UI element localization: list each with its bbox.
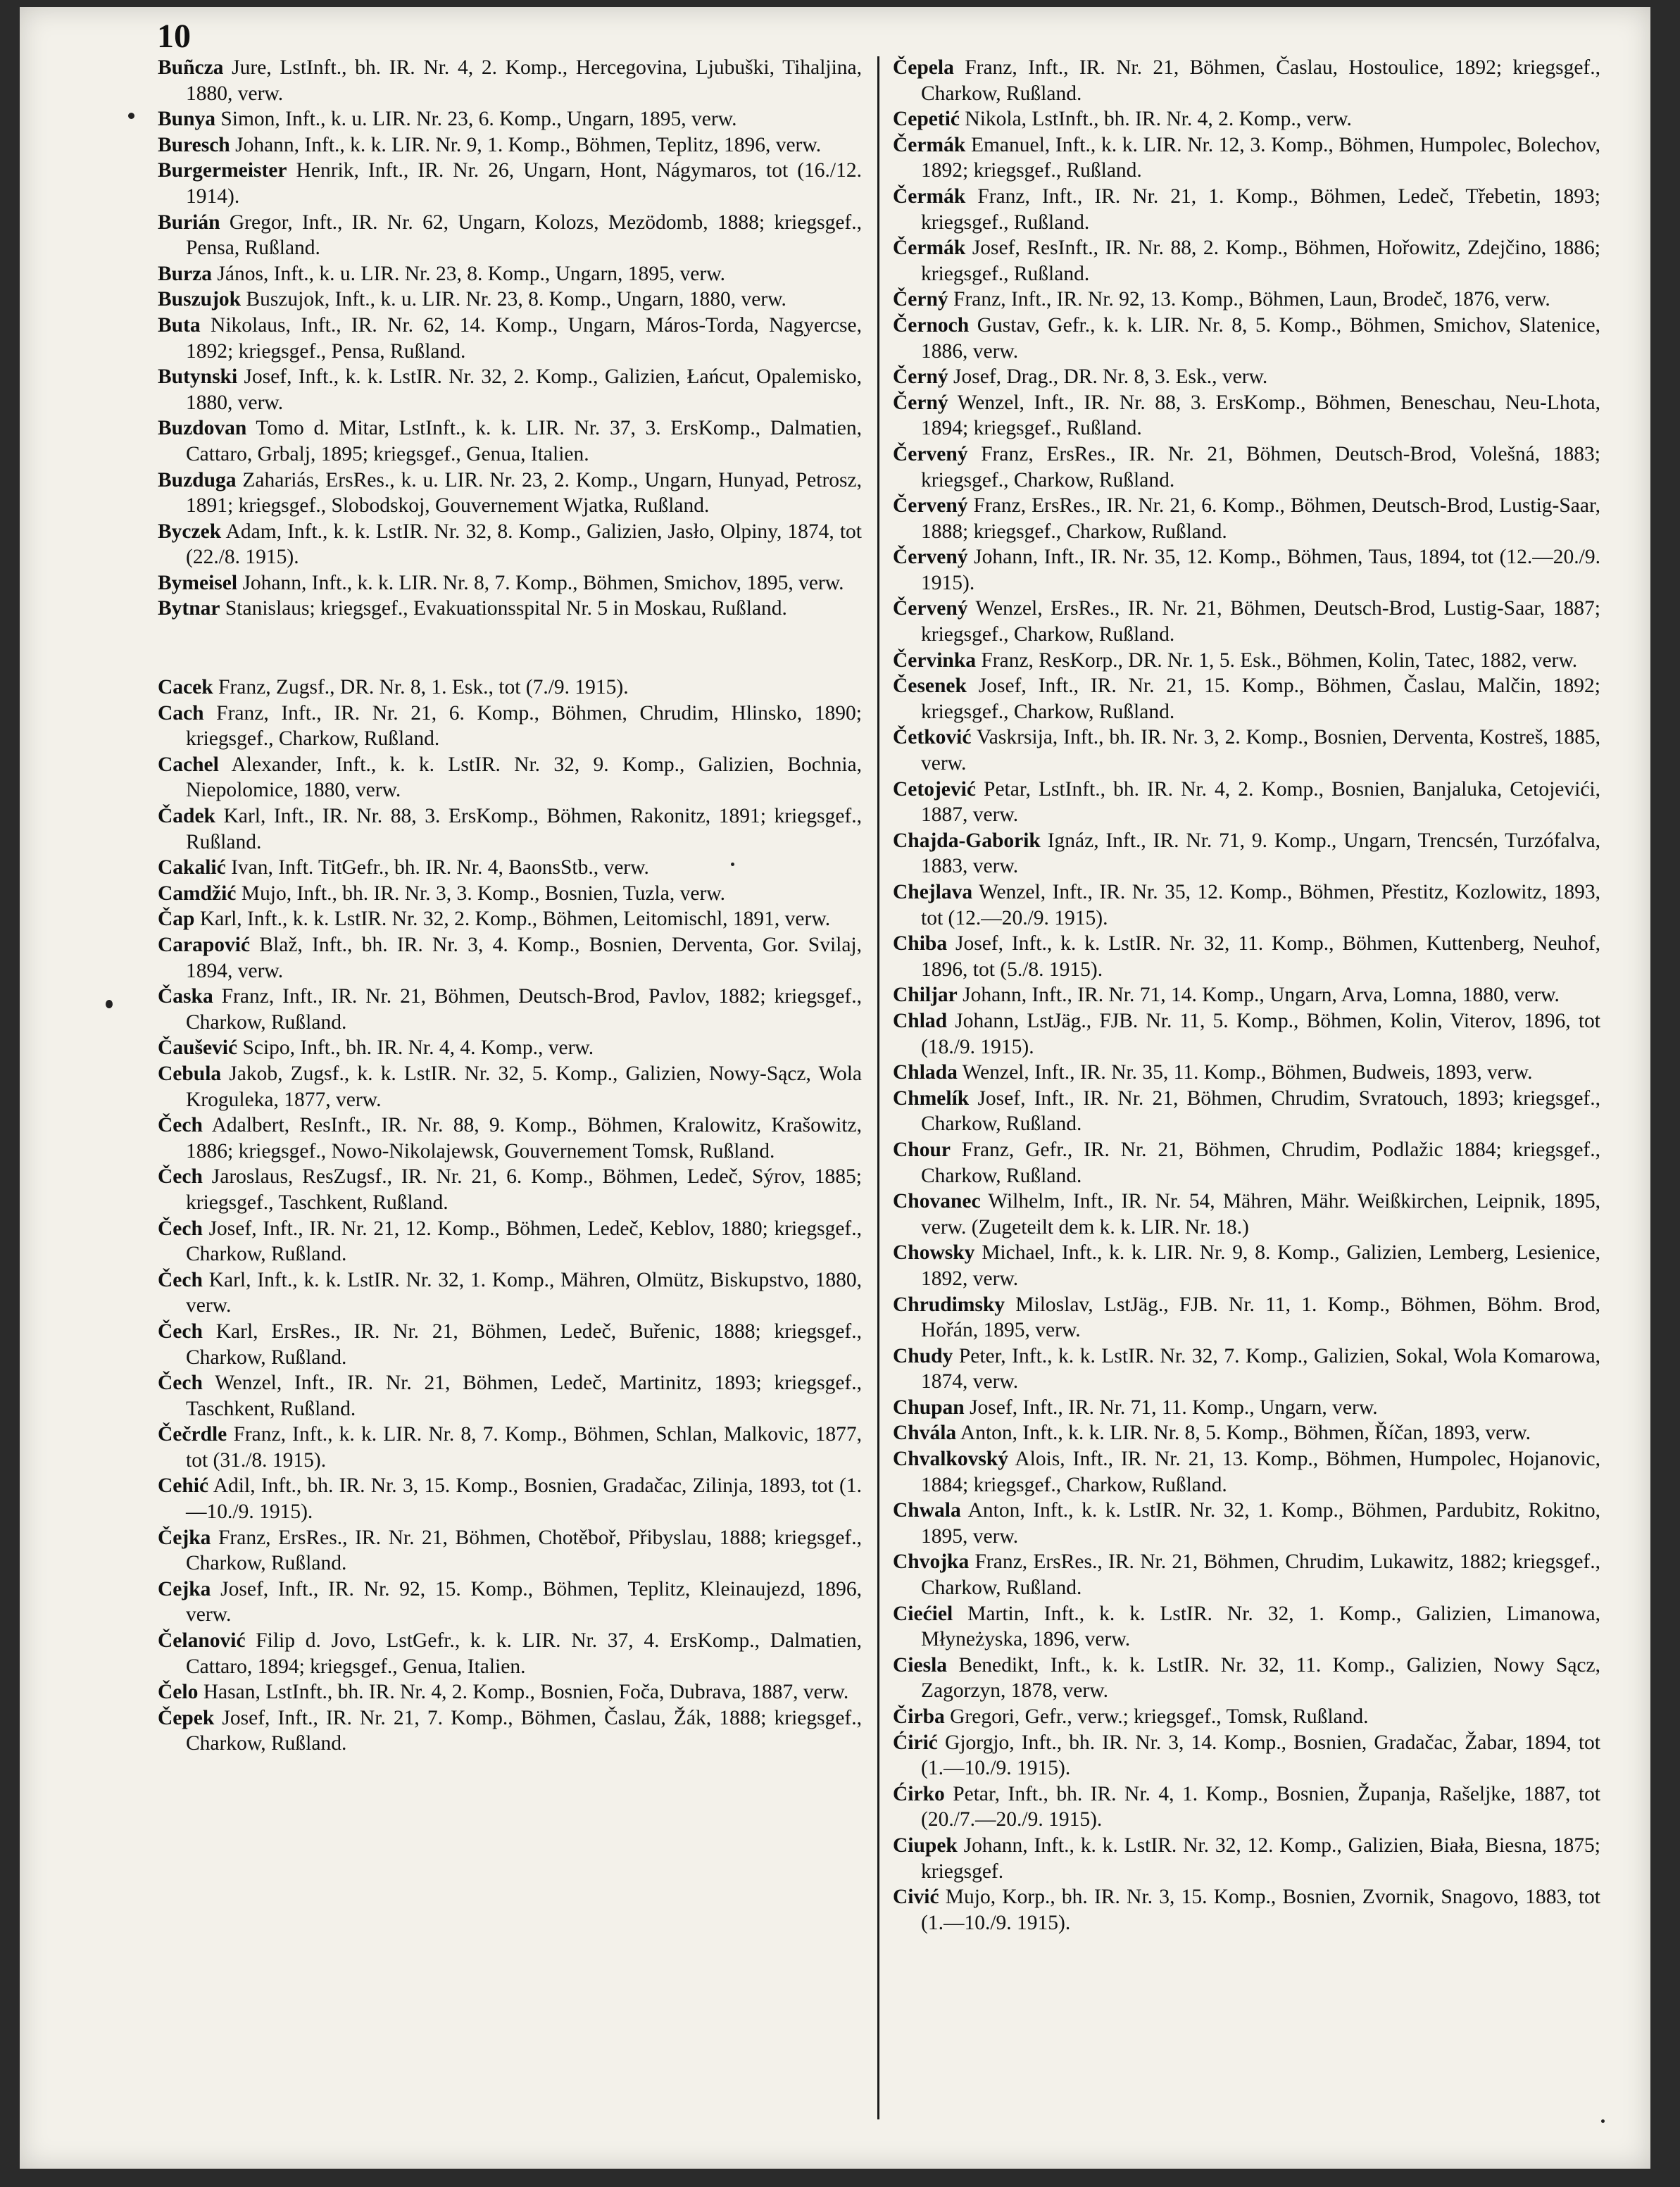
entry-details: Josef, Inft., IR. Nr. 21, 7. Komp., Böhmen, Časlau, Žák, 1888; kriegsgef., Charkow, Rußland. <box>186 1706 862 1755</box>
register-entry <box>893 313 1600 364</box>
document-page <box>20 7 1650 2169</box>
entry-surname: Cacek <box>158 676 213 699</box>
entry-surname: Chupan <box>893 1396 965 1419</box>
scan-speck <box>106 1000 113 1008</box>
entry-surname: Chvojka <box>893 1550 970 1574</box>
entry-surname: Chiba <box>893 932 948 955</box>
entry-details: Adil, Inft., bh. IR. Nr. 3, 15. Komp., Bosnien, Gradačac, Zilinja, 1893, tot (1.—10./9. 1915). <box>186 1474 862 1524</box>
entry-surname: Čech <box>158 1217 203 1240</box>
entry-surname: Čermák <box>893 133 966 156</box>
entry-surname: Červinka <box>893 648 976 672</box>
entry-details: Miloslav, LstJäg., FJB. Nr. 11, 1. Komp., Böhmen, Böhm. Brod, Hořán, 1895, verw. <box>921 1293 1600 1342</box>
register-entry <box>158 287 862 313</box>
register-entry <box>158 1319 862 1370</box>
scan-speck <box>128 113 134 119</box>
page-number: 10 <box>157 18 191 55</box>
register-entry <box>158 855 862 881</box>
register-entry <box>893 777 1600 828</box>
entry-surname: Bunya <box>158 108 215 131</box>
entry-details: Anton, Inft., k. k. LIR. Nr. 8, 5. Komp., Böhmen, Říčan, 1893, verw. <box>956 1422 1531 1445</box>
entry-surname: Buzdovan <box>158 417 247 440</box>
entry-details: Karl, ErsRes., IR. Nr. 21, Böhmen, Ledeč, Buřenic, 1888; kriegsgef., Charkow, Rußland. <box>186 1320 862 1369</box>
register-entry <box>893 493 1600 544</box>
entry-surname: Chlad <box>893 1009 948 1032</box>
register-entry <box>158 803 862 855</box>
entry-surname: Chiljar <box>893 984 958 1007</box>
register-entry <box>893 1653 1600 1704</box>
entry-surname: Čech <box>158 1114 203 1137</box>
register-entry <box>158 1164 862 1215</box>
entry-surname: Chudy <box>893 1344 953 1367</box>
register-entry <box>893 1343 1600 1395</box>
scan-speck <box>731 863 734 866</box>
entry-surname: Cepetić <box>893 108 960 131</box>
entry-details: Franz, Zugsf., DR. Nr. 8, 1. Esk., tot (7./9. 1915). <box>213 676 629 699</box>
register-entry <box>893 1549 1600 1600</box>
entry-details: Franz, ErsRes., IR. Nr. 21, 6. Komp., Böhmen, Deutsch-Brod, Lustig-Saar, 1888; kriegsgef., Charkow, Rußland. <box>921 494 1600 543</box>
register-entry <box>158 1628 862 1679</box>
entry-surname: Černoch <box>893 313 970 337</box>
register-entry <box>158 1113 862 1164</box>
entry-details: Jaroslaus, ResZugsf., IR. Nr. 21, 6. Komp., Böhmen, Ledeč, Sýrov, 1885; kriegsgef., Taschkent, Rußland. <box>186 1165 862 1214</box>
entry-surname: Bymeisel <box>158 571 238 594</box>
entry-details: Alexander, Inft., k. k. LstIR. Nr. 32, 9. Komp., Galizien, Bochnia, Niepolomice, 1880, verw. <box>186 753 862 802</box>
entry-details: Franz, Inft., IR. Nr. 21, Böhmen, Časlau, Hostoulice, 1892; kriegsgef., Charkow, Rußland. <box>921 56 1600 105</box>
entry-details: Johann, Inft., k. k. LIR. Nr. 9, 1. Komp., Böhmen, Teplitz, 1896, verw. <box>230 133 822 156</box>
register-entry <box>893 1137 1600 1189</box>
entry-details: Franz, ErsRes., IR. Nr. 21, Böhmen, Deutsch-Brod, Volešná, 1883; kriegsgef., Charkow, Rußland. <box>921 442 1600 491</box>
entry-surname: Čech <box>158 1165 203 1189</box>
entry-details: János, Inft., k. u. LIR. Nr. 23, 8. Komp., Ungarn, 1895, verw. <box>212 262 725 285</box>
register-entry <box>893 1189 1600 1240</box>
register-entry <box>158 519 862 570</box>
entry-surname: Černý <box>893 365 948 389</box>
entry-surname: Čaušević <box>158 1036 238 1060</box>
entry-surname: Cejka <box>158 1577 211 1600</box>
register-entry <box>893 828 1600 879</box>
entry-surname: Burza <box>158 262 213 285</box>
entry-details: Johann, Inft., k. k. LstIR. Nr. 32, 12. Komp., Galizien, Biała, Biesna, 1875; kriegsgef. <box>921 1834 1600 1883</box>
register-entry <box>893 390 1600 441</box>
entry-surname: Byczek <box>158 520 222 543</box>
register-entry <box>893 235 1600 287</box>
register-entry <box>158 596 862 622</box>
register-entry <box>893 725 1600 776</box>
entry-surname: Ciupek <box>893 1834 958 1857</box>
register-entry <box>893 1730 1600 1781</box>
entry-surname: Buszujok <box>158 288 242 311</box>
register-entry <box>893 106 1600 132</box>
register-entry <box>158 313 862 364</box>
register-entry <box>893 879 1600 931</box>
entry-surname: Cach <box>158 701 204 725</box>
entry-surname: Čelo <box>158 1681 199 1704</box>
entry-surname: Čirba <box>893 1705 945 1728</box>
entry-details: Petar, LstInft., bh. IR. Nr. 4, 2. Komp., Bosnien, Banjaluka, Cetojevići, 1887, verw. <box>921 777 1600 827</box>
entry-details: Franz, ErsRes., IR. Nr. 21, Böhmen, Chotěboř, Přibyslau, 1888; kriegsgef., Charkow, Rußland. <box>186 1526 862 1575</box>
entry-details: Stanislaus; kriegsgef., Evakuationsspital Nr. 5 in Moskau, Rußland. <box>220 597 787 620</box>
entry-surname: Cachel <box>158 753 219 776</box>
entry-details: Wilhelm, Inft., IR. Nr. 54, Mähren, Mähr. Weißkirchen, Leipnik, 1895, verw. (Zugeteilt dem k. k. LIR. Nr. 18.) <box>921 1190 1600 1239</box>
register-entry <box>158 1422 862 1473</box>
entry-details: Adam, Inft., k. k. LstIR. Nr. 32, 8. Komp., Galizien, Jasło, Olpiny, 1874, tot (22./8. 1915). <box>186 520 862 569</box>
entry-surname: Buresch <box>158 133 230 156</box>
register-entry <box>158 1061 862 1113</box>
entry-details: Mujo, Inft., bh. IR. Nr. 3, 3. Komp., Bosnien, Tuzla, verw. <box>236 882 726 905</box>
entry-surname: Čepek <box>158 1706 215 1729</box>
entry-details: Scipo, Inft., bh. IR. Nr. 4, 4. Komp., verw. <box>237 1036 594 1060</box>
entry-details: Blaž, Inft., bh. IR. Nr. 3, 4. Komp., Bosnien, Derventa, Gor. Svilaj, 1894, verw. <box>186 934 862 982</box>
register-entry <box>158 1035 862 1061</box>
entry-surname: Carapović <box>158 934 251 956</box>
register-entry <box>158 364 862 415</box>
entry-surname: Chowsky <box>893 1241 975 1265</box>
entry-surname: Bytnar <box>158 597 220 620</box>
entry-details: Gustav, Gefr., k. k. LIR. Nr. 8, 5. Komp., Böhmen, Smichov, Slatenice, 1886, verw. <box>921 313 1600 363</box>
entry-surname: Červený <box>893 546 968 569</box>
register-entry <box>158 1267 862 1319</box>
entry-details: Franz, Inft., k. k. LIR. Nr. 8, 7. Komp., Böhmen, Schlan, Malkovic, 1877, tot (31./8. 1915). <box>186 1423 862 1472</box>
entry-surname: Chvalkovský <box>893 1448 1008 1471</box>
entry-details: Gregor, Inft., IR. Nr. 62, Ungarn, Kolozs, Mezödomb, 1888; kriegsgef., Pensa, Rußland. <box>186 211 862 260</box>
entry-details: Franz, Inft., IR. Nr. 21, 1. Komp., Böhmen, Ledeč, Třebetin, 1893; kriegsgef., Rußland. <box>921 184 1600 234</box>
entry-details: Johann, Inft., k. k. LIR. Nr. 8, 7. Komp., Böhmen, Smichov, 1895, verw. <box>237 571 844 594</box>
register-entry <box>893 1498 1600 1549</box>
entry-details: Karl, Inft., k. k. LstIR. Nr. 32, 1. Komp., Mähren, Olmütz, Biskupstvo, 1880, verw. <box>186 1268 862 1317</box>
entry-details: Wenzel, Inft., IR. Nr. 88, 3. ErsKomp., Böhmen, Beneschau, Neu-Lhota, 1894; kriegsgef., Rußland. <box>921 391 1600 440</box>
entry-surname: Buñcza <box>158 56 224 79</box>
entry-details: Josef, Inft., k. k. LstIR. Nr. 32, 2. Komp., Galizien, Łańcut, Opalemisko, 1880, verw. <box>186 365 862 414</box>
entry-details: Franz, Inft., IR. Nr. 21, Böhmen, Deutsch-Brod, Pavlov, 1882; kriegsgef., Charkow, Rußland. <box>186 985 862 1034</box>
register-entry <box>893 132 1600 184</box>
register-entry <box>893 982 1600 1008</box>
register-entry <box>158 1679 862 1705</box>
register-entry <box>893 1395 1600 1421</box>
entry-surname: Černý <box>893 288 948 311</box>
entry-details: Josef, Inft., IR. Nr. 21, Böhmen, Chrudim, Svratouch, 1893; kriegsgef., Charkow, Rußland. <box>921 1086 1600 1136</box>
entry-details: Anton, Inft., k. k. LstIR. Nr. 32, 1. Komp., Böhmen, Pardubitz, Rokitno, 1895, verw. <box>921 1499 1600 1548</box>
register-entry <box>158 881 862 907</box>
register-entry <box>158 1216 862 1267</box>
entry-surname: Chmelík <box>893 1086 970 1110</box>
entry-surname: Chour <box>893 1138 951 1161</box>
entry-surname: Civić <box>893 1886 939 1909</box>
entry-surname: Čermák <box>893 237 966 260</box>
entry-details: Ignáz, Inft., IR. Nr. 71, 9. Komp., Ungarn, Trencsén, Turzófalva, 1883, verw. <box>921 829 1600 878</box>
entry-details: Josef, Inft., IR. Nr. 92, 15. Komp., Böhmen, Teplitz, Kleinaujezd, 1896, verw. <box>186 1577 862 1627</box>
entry-details: Josef, ResInft., IR. Nr. 88, 2. Komp., Böhmen, Hořowitz, Zdejčino, 1886; kriegsgef., Rußland. <box>921 237 1600 285</box>
entry-details: Josef, Inft., IR. Nr. 21, 12. Komp., Böhmen, Ledeč, Keblov, 1880; kriegsgef., Charkow, Rußland. <box>186 1217 862 1266</box>
entry-details: Karl, Inft., k. k. LstIR. Nr. 32, 2. Komp., Böhmen, Leitomischl, 1891, verw. <box>194 908 831 931</box>
entry-details: Jure, LstInft., bh. IR. Nr. 4, 2. Komp., Hercegovina, Ljubuški, Tihaljina, 1880, verw. <box>186 56 862 105</box>
register-entry <box>893 1704 1600 1730</box>
entry-details: Wenzel, Inft., IR. Nr. 35, 12. Komp., Böhmen, Přestitz, Kozlowitz, 1893, tot (12.—20./9. 1915). <box>921 881 1600 929</box>
entry-surname: Čejka <box>158 1526 211 1549</box>
entry-details: Nikolaus, Inft., IR. Nr. 62, 14. Komp., Ungarn, Máros-Torda, Nagyercse, 1892; kriegsgef., Pensa, Rußland. <box>186 313 862 363</box>
entry-details: Johann, LstJäg., FJB. Nr. 11, 5. Komp., Böhmen, Kolin, Viterov, 1896, tot (18./9. 1915). <box>921 1009 1600 1058</box>
entry-details: Johann, Inft., IR. Nr. 35, 12. Komp., Böhmen, Taus, 1894, tot (12.—20./9. 1915). <box>921 546 1600 594</box>
entry-details: Josef, Inft., IR. Nr. 21, 15. Komp., Böhmen, Časlau, Malčin, 1892; kriegsgef., Charkow, Rußland. <box>921 675 1600 723</box>
register-entry <box>893 184 1600 235</box>
register-entry <box>893 673 1600 725</box>
entry-surname: Čech <box>158 1268 203 1291</box>
register-entry <box>158 932 862 984</box>
entry-details: Tomo d. Mitar, LstInft., k. k. LIR. Nr. 37, 3. ErsKomp., Dalmatien, Cattaro, Grbalj, 1895; kriegsgef., Genua, Italien. <box>186 417 862 465</box>
register-entry <box>893 1060 1600 1086</box>
entry-details: Franz, Inft., IR. Nr. 21, 6. Komp., Böhmen, Chrudim, Hlinsko, 1890; kriegsgef., Charkow, Rußland. <box>186 701 862 751</box>
register-entry <box>893 1420 1600 1446</box>
entry-surname: Černý <box>893 391 948 414</box>
register-entry <box>893 441 1600 493</box>
register-entry <box>158 1705 862 1757</box>
register-entry <box>158 158 862 209</box>
register-entry <box>158 752 862 803</box>
entry-details: Mujo, Korp., bh. IR. Nr. 3, 15. Komp., Bosnien, Zvornik, Snagovo, 1883, tot (1.—10./9. 1915). <box>921 1886 1600 1934</box>
entry-surname: Chajda-Gaborik <box>893 829 1041 852</box>
scan-speck <box>1601 2119 1605 2123</box>
entry-details: Gjorgjo, Inft., bh. IR. Nr. 3, 14. Komp., Bosnien, Gradačac, Žabar, 1894, tot (1.—10./9. 1915). <box>921 1731 1600 1780</box>
register-entry <box>893 287 1600 313</box>
entry-surname: Čech <box>158 1320 203 1343</box>
entry-surname: Camdžić <box>158 882 237 905</box>
register-entry <box>893 1008 1600 1060</box>
register-entry <box>158 415 862 467</box>
register-entry <box>158 906 862 932</box>
entry-surname: Chwala <box>893 1499 961 1522</box>
entry-details: Josef, Inft., IR. Nr. 71, 11. Komp., Ungarn, verw. <box>964 1396 1378 1419</box>
entry-details: Adalbert, ResInft., IR. Nr. 88, 9. Komp., Böhmen, Kralowitz, Krašowitz, 1886; kriegsgef., Nowo-Nikolajewsk, Gouvernement Tomsk, Rußland. <box>186 1114 862 1163</box>
register-entry <box>158 675 862 701</box>
entry-details: Vaskrsija, Inft., bh. IR. Nr. 3, 2. Komp., Bosnien, Derventa, Kostreš, 1885, verw. <box>921 726 1600 775</box>
entry-surname: Ćirić <box>893 1731 938 1754</box>
register-entry <box>893 1781 1600 1833</box>
entry-details: Hasan, LstInft., bh. IR. Nr. 4, 2. Komp., Bosnien, Foča, Dubrava, 1887, verw. <box>198 1681 849 1704</box>
register-entry <box>158 984 862 1035</box>
entry-details: Benedikt, Inft., k. k. LstIR. Nr. 32, 11. Komp., Galizien, Nowy Sącz, Zagorzyn, 1878, verw. <box>921 1653 1600 1703</box>
register-entry <box>893 1240 1600 1291</box>
entry-details: Jakob, Zugsf., k. k. LstIR. Nr. 32, 5. Komp., Galizien, Nowy-Sącz, Wola Kroguleka, 1877, verw. <box>186 1062 862 1111</box>
entry-surname: Časka <box>158 985 213 1008</box>
register-entry <box>158 132 862 158</box>
entry-surname: Buta <box>158 313 201 337</box>
entry-surname: Červený <box>893 597 968 620</box>
register-entry <box>158 1370 862 1422</box>
register-entry <box>893 1601 1600 1653</box>
entry-details: Simon, Inft., k. u. LIR. Nr. 23, 6. Komp., Ungarn, 1895, verw. <box>215 108 737 131</box>
register-entry <box>893 931 1600 982</box>
entry-details: Johann, Inft., IR. Nr. 71, 14. Komp., Ungarn, Arva, Lomna, 1880, verw. <box>957 984 1560 1007</box>
entry-surname: Cetojević <box>893 777 976 801</box>
entry-details: Emanuel, Inft., k. k. LIR. Nr. 12, 3. Komp., Böhmen, Humpolec, Bolechov, 1892; kriegsgef., Rußland. <box>921 133 1600 182</box>
register-entry <box>158 1525 862 1577</box>
entry-details: Franz, Inft., IR. Nr. 92, 13. Komp., Böhmen, Laun, Brodeč, 1876, verw. <box>948 288 1550 311</box>
register-entry <box>158 1577 862 1628</box>
entry-surname: Čelanović <box>158 1629 246 1653</box>
entry-surname: Chovanec <box>893 1190 981 1213</box>
entry-surname: Burgermeister <box>158 159 287 182</box>
register-entry <box>893 55 1600 106</box>
entry-surname: Cehić <box>158 1474 209 1498</box>
register-entry <box>158 210 862 261</box>
entry-surname: Chlada <box>893 1061 958 1084</box>
register-entry <box>158 701 862 752</box>
entry-details: Michael, Inft., k. k. LIR. Nr. 9, 8. Komp., Galizien, Lemberg, Lesienice, 1892, verw. <box>921 1241 1600 1290</box>
entry-details: Zahariás, ErsRes., k. u. LIR. Nr. 23, 2. Komp., Ungarn, Hunyad, Petrosz, 1891; kriegsgef., Slobodskoj, Gouvernement Wjatka, Rußland. <box>186 468 862 518</box>
entry-surname: Červený <box>893 442 968 465</box>
right-column <box>893 55 1600 1936</box>
entry-details: Petar, Inft., bh. IR. Nr. 4, 1. Komp., Bosnien, Županja, Rašeljke, 1887, tot (20./7.—20./9. 1915). <box>921 1782 1600 1831</box>
entry-details: Franz, Gefr., IR. Nr. 21, Böhmen, Chrudim, Podlažic 1884; kriegsgef., Charkow, Rußland. <box>921 1138 1600 1187</box>
entry-surname: Cebula <box>158 1062 222 1085</box>
entry-details: Josef, Drag., DR. Nr. 8, 3. Esk., verw. <box>948 365 1268 389</box>
left-column <box>158 55 862 1757</box>
entry-details: Gregori, Gefr., verw.; kriegsgef., Tomsk, Rußland. <box>944 1705 1369 1728</box>
entry-details: Wenzel, Inft., IR. Nr. 21, Böhmen, Ledeč, Martinitz, 1893; kriegsgef., Taschkent, Rußland. <box>186 1372 862 1420</box>
entry-details: Karl, Inft., IR. Nr. 88, 3. ErsKomp., Böhmen, Rakonitz, 1891; kriegsgef., Rußland. <box>186 805 862 853</box>
entry-details: Peter, Inft., k. k. LstIR. Nr. 32, 7. Komp., Galizien, Sokal, Wola Komarowa, 1874, verw. <box>921 1344 1600 1393</box>
entry-details: Franz, ResKorp., DR. Nr. 1, 5. Esk., Böhmen, Kolin, Tatec, 1882, verw. <box>976 648 1578 672</box>
entry-details: Ivan, Inft. TitGefr., bh. IR. Nr. 4, BaonsStb., verw. <box>225 856 649 879</box>
entry-surname: Cakalić <box>158 856 226 879</box>
entry-details: Henrik, Inft., IR. Nr. 26, Ungarn, Hont, Nágymaros, tot (16./12. 1914). <box>186 159 862 208</box>
entry-surname: Čech <box>158 1372 203 1395</box>
entry-surname: Burián <box>158 211 220 234</box>
entry-surname: Butynski <box>158 365 238 389</box>
register-entry <box>158 261 862 287</box>
register-entry <box>893 1086 1600 1137</box>
column-divider <box>877 56 879 2119</box>
entry-surname: Buzduga <box>158 468 237 491</box>
entry-surname: Čadek <box>158 805 215 828</box>
entry-surname: Četković <box>893 726 972 749</box>
register-entry <box>893 596 1600 647</box>
entry-surname: Česenek <box>893 675 967 698</box>
entry-surname: Čečrdle <box>158 1423 227 1446</box>
entry-surname: Čepela <box>893 56 954 79</box>
register-entry <box>158 1473 862 1524</box>
entry-surname: Čermák <box>893 184 966 208</box>
entry-details: Buszujok, Inft., k. u. LIR. Nr. 23, 8. Komp., Ungarn, 1880, verw. <box>241 288 786 311</box>
entry-details: Franz, ErsRes., IR. Nr. 21, Böhmen, Chrudim, Lukawitz, 1882; kriegsgef., Charkow, Rußland. <box>921 1550 1600 1600</box>
entry-surname: Chrudimsky <box>893 1293 1005 1316</box>
entry-details: Alois, Inft., IR. Nr. 21, 13. Komp., Böhmen, Humpolec, Hojanovic, 1884; kriegsgef., Charkow, Rußland. <box>921 1448 1600 1496</box>
register-entry <box>158 570 862 596</box>
entry-details: Wenzel, ErsRes., IR. Nr. 21, Böhmen, Deutsch-Brod, Lustig-Saar, 1887; kriegsgef., Charkow, Rußland. <box>921 597 1600 646</box>
register-entry <box>893 1292 1600 1343</box>
entry-details: Josef, Inft., k. k. LstIR. Nr. 32, 11. Komp., Böhmen, Kuttenberg, Neuhof, 1896, tot (5./8. 1915). <box>921 932 1600 981</box>
entry-details: Martin, Inft., k. k. LstIR. Nr. 32, 1. Komp., Galizien, Limanowa, Młyneżyska, 1896, verw. <box>921 1602 1600 1651</box>
entry-details: Filip d. Jovo, LstGefr., k. k. LIR. Nr. 37, 4. ErsKomp., Dalmatien, Cattaro, 1894; kriegsgef., Genua, Italien. <box>186 1629 862 1678</box>
register-entry <box>893 364 1600 390</box>
entry-surname: Chejlava <box>893 881 973 903</box>
entry-surname: Ciesla <box>893 1653 948 1677</box>
entry-surname: Chvála <box>893 1422 957 1445</box>
entry-surname: Ćirko <box>893 1782 945 1805</box>
entry-surname: Čap <box>158 908 195 931</box>
register-entry <box>893 648 1600 674</box>
entry-surname: Červený <box>893 494 968 518</box>
register-entry <box>893 1884 1600 1936</box>
entry-details: Wenzel, Inft., IR. Nr. 35, 11. Komp., Böhmen, Budweis, 1893, verw. <box>957 1061 1533 1084</box>
entry-details: Nikola, LstInft., bh. IR. Nr. 4, 2. Komp., verw. <box>960 108 1352 131</box>
register-entry <box>158 106 862 132</box>
register-entry <box>158 55 862 106</box>
register-entry <box>158 468 862 519</box>
register-entry <box>893 1446 1600 1498</box>
register-entry <box>893 1833 1600 1884</box>
entry-surname: Ciećiel <box>893 1602 953 1625</box>
register-entry <box>893 544 1600 596</box>
section-gap <box>158 622 862 675</box>
